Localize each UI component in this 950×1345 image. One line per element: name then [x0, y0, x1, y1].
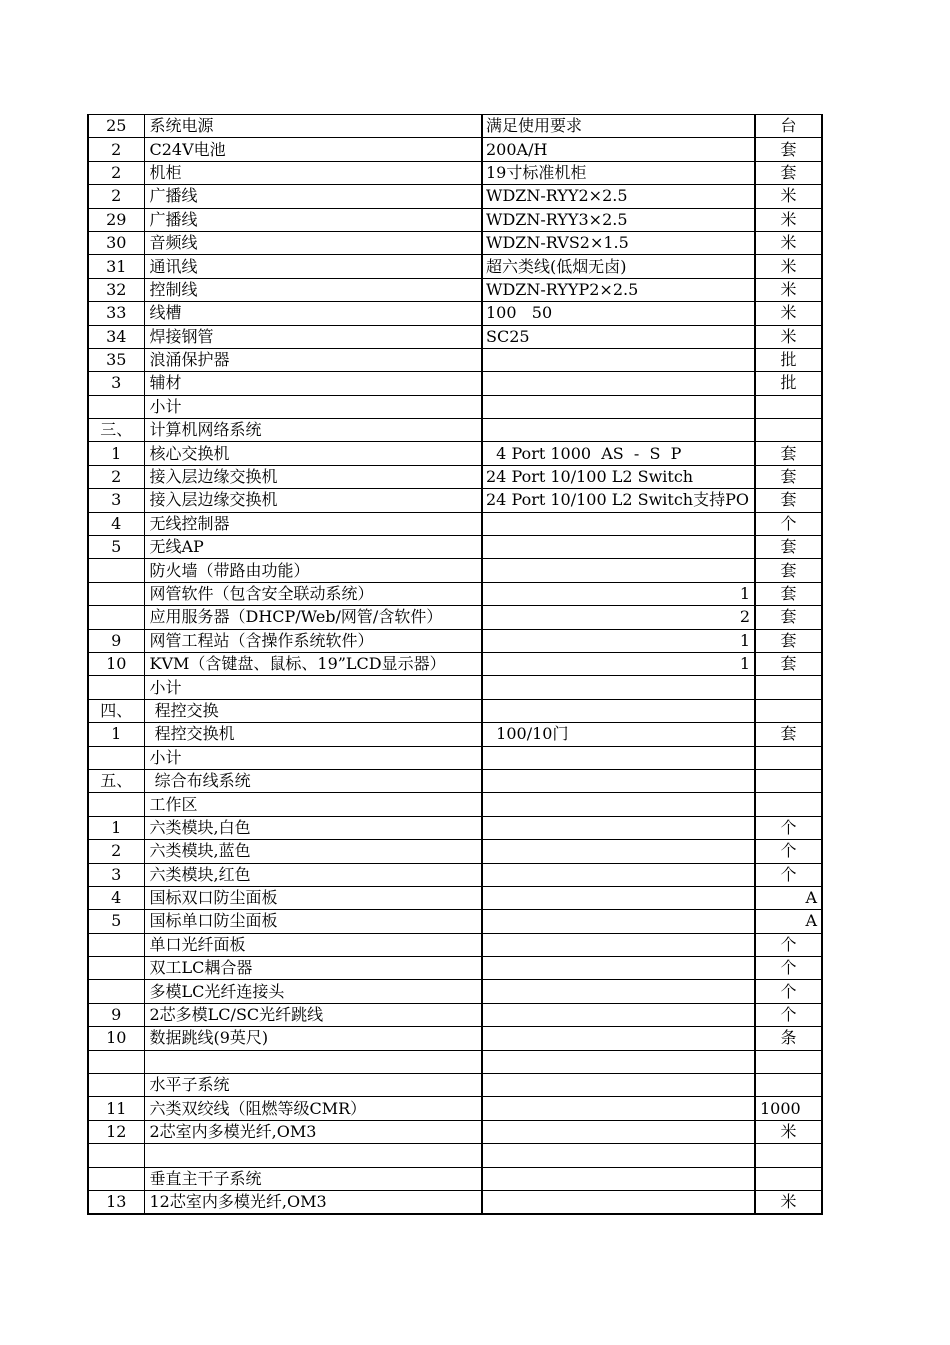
table-row	[88, 395, 822, 418]
item-unit-cell[interactable]: 套	[755, 559, 822, 582]
row-number-cell[interactable]	[88, 980, 144, 1003]
table-row	[88, 348, 822, 371]
row-number-cell[interactable]: 34	[88, 325, 144, 348]
row-number-cell[interactable]: 4	[88, 512, 144, 535]
item-unit-cell[interactable]: 米	[755, 185, 822, 208]
item-spec-cell[interactable]: WDZN-RVS2×1.5	[482, 231, 755, 254]
row-number-cell[interactable]: 33	[88, 302, 144, 325]
item-name-cell[interactable]: 程控交换机	[144, 723, 482, 746]
item-unit-cell[interactable]	[755, 1144, 822, 1167]
item-unit-cell[interactable]	[755, 1050, 822, 1073]
row-number-cell[interactable]: 25	[88, 115, 144, 138]
item-name-cell[interactable]: 计算机网络系统	[144, 419, 482, 442]
row-number-cell[interactable]	[88, 582, 144, 605]
item-spec-cell[interactable]	[482, 1144, 755, 1167]
item-spec-cell[interactable]: 200A/H	[482, 138, 755, 161]
item-unit-cell[interactable]: 米	[755, 208, 822, 231]
item-spec-cell[interactable]: WDZN-RYY3×2.5	[482, 208, 755, 231]
item-unit-cell[interactable]: 米	[755, 231, 822, 254]
item-unit-cell[interactable]: 套	[755, 652, 822, 675]
row-number-cell[interactable]: 29	[88, 208, 144, 231]
table-row	[88, 536, 822, 559]
row-number-cell[interactable]: 1	[88, 442, 144, 465]
table-row	[88, 652, 822, 675]
item-unit-cell[interactable]: 个	[755, 863, 822, 886]
table-row	[88, 231, 822, 254]
item-unit-cell[interactable]	[755, 746, 822, 769]
row-number-cell[interactable]: 3	[88, 372, 144, 395]
item-name-cell[interactable]: 线槽	[144, 302, 482, 325]
item-name-cell[interactable]: 无线控制器	[144, 512, 482, 535]
item-name-cell[interactable]: 小计	[144, 395, 482, 418]
item-name-cell[interactable]: 工作区	[144, 793, 482, 816]
item-unit-cell[interactable]: 个	[755, 957, 822, 980]
item-unit-cell[interactable]: 个	[755, 933, 822, 956]
row-number-cell[interactable]: 12	[88, 1120, 144, 1143]
table-row	[88, 325, 822, 348]
item-spec-cell[interactable]	[482, 886, 755, 909]
item-spec-cell[interactable]	[482, 372, 755, 395]
table-row	[88, 208, 822, 231]
row-number-cell[interactable]: 9	[88, 629, 144, 652]
row-number-cell[interactable]	[88, 1050, 144, 1073]
table-row	[88, 676, 822, 699]
item-spec-cell[interactable]	[482, 348, 755, 371]
item-spec-cell[interactable]: 2	[482, 606, 755, 629]
item-spec-cell[interactable]: 24 Port 10/100 L2 Switch支持PO	[482, 489, 755, 512]
item-name-cell[interactable]: 六类双绞线（阻燃等级CMR）	[144, 1097, 482, 1120]
item-unit-cell[interactable]	[755, 676, 822, 699]
item-name-cell[interactable]: 广播线	[144, 185, 482, 208]
item-name-cell[interactable]: 辅材	[144, 372, 482, 395]
item-unit-cell[interactable]: 个	[755, 840, 822, 863]
table-row	[88, 255, 822, 278]
item-unit-cell[interactable]	[755, 793, 822, 816]
row-number-cell[interactable]	[88, 746, 144, 769]
item-spec-cell[interactable]	[482, 1190, 755, 1214]
row-number-cell[interactable]: 32	[88, 278, 144, 301]
item-spec-cell[interactable]	[482, 816, 755, 839]
table-row	[88, 419, 822, 442]
item-unit-cell[interactable]: 台	[755, 115, 822, 138]
row-number-cell[interactable]: 11	[88, 1097, 144, 1120]
row-number-cell[interactable]	[88, 933, 144, 956]
row-number-cell[interactable]: 2	[88, 138, 144, 161]
table-row	[88, 1027, 822, 1050]
row-number-cell[interactable]: 1	[88, 723, 144, 746]
item-spec-cell[interactable]	[482, 769, 755, 792]
item-spec-cell[interactable]	[482, 980, 755, 1003]
item-name-cell[interactable]: 小计	[144, 746, 482, 769]
item-spec-cell[interactable]: 4 Port 1000 AS - S P	[482, 442, 755, 465]
item-unit-cell[interactable]: 套	[755, 536, 822, 559]
item-name-cell[interactable]: 数据跳线(9英尺)	[144, 1027, 482, 1050]
table-row	[88, 606, 822, 629]
row-number-cell[interactable]: 五、	[88, 769, 144, 792]
item-unit-cell[interactable]: A	[755, 886, 822, 909]
item-spec-cell[interactable]: 100 50	[482, 302, 755, 325]
item-name-cell[interactable]: 网管软件（包含安全联动系统）	[144, 582, 482, 605]
item-name-cell[interactable]: 无线AP	[144, 536, 482, 559]
item-name-cell[interactable]: C24V电池	[144, 138, 482, 161]
item-unit-cell[interactable]: 米	[755, 278, 822, 301]
row-number-cell[interactable]: 30	[88, 231, 144, 254]
item-unit-cell[interactable]	[755, 699, 822, 722]
item-unit-cell[interactable]: 米	[755, 1190, 822, 1214]
row-number-cell[interactable]	[88, 793, 144, 816]
table-row	[88, 302, 822, 325]
item-name-cell[interactable]: 程控交换	[144, 699, 482, 722]
table-row	[88, 863, 822, 886]
table-row	[88, 489, 822, 512]
table-row	[88, 629, 822, 652]
item-name-cell[interactable]: 控制线	[144, 278, 482, 301]
row-number-cell[interactable]: 10	[88, 1027, 144, 1050]
item-unit-cell[interactable]: 个	[755, 512, 822, 535]
table-row	[88, 1050, 822, 1073]
table-row	[88, 933, 822, 956]
item-spec-cell[interactable]	[482, 957, 755, 980]
item-spec-cell[interactable]	[482, 840, 755, 863]
item-name-cell[interactable]: 系统电源	[144, 115, 482, 138]
item-unit-cell[interactable]	[755, 769, 822, 792]
row-number-cell[interactable]: 5	[88, 910, 144, 933]
item-spec-cell[interactable]	[482, 1120, 755, 1143]
table-row	[88, 185, 822, 208]
item-name-cell[interactable]: 通讯线	[144, 255, 482, 278]
item-name-cell[interactable]: 六类模块,红色	[144, 863, 482, 886]
item-name-cell[interactable]: 国标双口防尘面板	[144, 886, 482, 909]
row-number-cell[interactable]: 31	[88, 255, 144, 278]
item-spec-cell[interactable]	[482, 676, 755, 699]
item-name-cell[interactable]	[144, 1050, 482, 1073]
table-row	[88, 1097, 822, 1120]
item-name-cell[interactable]: 广播线	[144, 208, 482, 231]
item-unit-cell[interactable]: 米	[755, 325, 822, 348]
table-row	[88, 910, 822, 933]
row-number-cell[interactable]: 四、	[88, 699, 144, 722]
row-number-cell[interactable]: 3	[88, 489, 144, 512]
table-row	[88, 886, 822, 909]
table-row	[88, 1074, 822, 1097]
row-number-cell[interactable]	[88, 1074, 144, 1097]
table-row	[88, 278, 822, 301]
item-spec-cell[interactable]	[482, 1003, 755, 1026]
item-unit-cell[interactable]: 批	[755, 372, 822, 395]
item-spec-cell[interactable]: WDZN-RYY2×2.5	[482, 185, 755, 208]
item-unit-cell[interactable]: 米	[755, 1120, 822, 1143]
item-spec-cell[interactable]: 24 Port 10/100 L2 Switch	[482, 465, 755, 488]
table-row	[88, 138, 822, 161]
item-spec-cell[interactable]	[482, 559, 755, 582]
item-spec-cell[interactable]	[482, 910, 755, 933]
item-unit-cell[interactable]	[755, 1167, 822, 1190]
item-unit-cell[interactable]: 批	[755, 348, 822, 371]
item-name-cell[interactable]: 核心交换机	[144, 442, 482, 465]
item-name-cell[interactable]: 六类模块,白色	[144, 816, 482, 839]
item-unit-cell[interactable]: 个	[755, 980, 822, 1003]
row-number-cell[interactable]	[88, 395, 144, 418]
item-unit-cell[interactable]: 个	[755, 1003, 822, 1026]
item-unit-cell[interactable]: 套	[755, 465, 822, 488]
item-name-cell[interactable]: 水平子系统	[144, 1074, 482, 1097]
item-unit-cell[interactable]: 套	[755, 723, 822, 746]
item-spec-cell[interactable]	[482, 395, 755, 418]
table-row	[88, 723, 822, 746]
table-row	[88, 559, 822, 582]
item-spec-cell[interactable]	[482, 1074, 755, 1097]
table-row	[88, 793, 822, 816]
item-name-cell[interactable]: 音频线	[144, 231, 482, 254]
item-spec-cell[interactable]: WDZN-RYYP2×2.5	[482, 278, 755, 301]
row-number-cell[interactable]	[88, 1167, 144, 1190]
item-spec-cell[interactable]: 1	[482, 629, 755, 652]
item-name-cell[interactable]: 浪涌保护器	[144, 348, 482, 371]
item-spec-cell[interactable]: 超六类线(低烟无卤)	[482, 255, 755, 278]
table-row	[88, 816, 822, 839]
item-name-cell[interactable]: 单口光纤面板	[144, 933, 482, 956]
table-row	[88, 840, 822, 863]
item-spec-cell[interactable]: SC25	[482, 325, 755, 348]
item-name-cell[interactable]: 焊接钢管	[144, 325, 482, 348]
row-number-cell[interactable]	[88, 559, 144, 582]
table-row	[88, 746, 822, 769]
row-number-cell[interactable]: 三、	[88, 419, 144, 442]
item-spec-cell[interactable]	[482, 1027, 755, 1050]
table-row	[88, 372, 822, 395]
table-row	[88, 1167, 822, 1190]
table-row	[88, 442, 822, 465]
item-name-cell[interactable]: 2芯多模LC/SC光纤跳线	[144, 1003, 482, 1026]
item-unit-cell[interactable]	[755, 1074, 822, 1097]
item-name-cell[interactable]: 12芯室内多模光纤,OM3	[144, 1190, 482, 1214]
item-unit-cell[interactable]: 套	[755, 138, 822, 161]
equipment-table-body	[88, 115, 822, 1214]
row-number-cell[interactable]: 35	[88, 348, 144, 371]
item-spec-cell[interactable]	[482, 1097, 755, 1120]
item-unit-cell[interactable]	[755, 419, 822, 442]
item-spec-cell[interactable]	[482, 863, 755, 886]
item-name-cell[interactable]: KVM（含键盘、鼠标、19”LCD显示器）	[144, 652, 482, 675]
item-unit-cell[interactable]: 1000	[755, 1097, 822, 1120]
item-unit-cell[interactable]: 套	[755, 606, 822, 629]
item-unit-cell[interactable]: 套	[755, 629, 822, 652]
table-row	[88, 1144, 822, 1167]
item-spec-cell[interactable]	[482, 419, 755, 442]
item-name-cell[interactable]: 网管工程站（含操作系统软件）	[144, 629, 482, 652]
item-spec-cell[interactable]	[482, 1167, 755, 1190]
item-name-cell[interactable]: 双工LC耦合器	[144, 957, 482, 980]
item-spec-cell[interactable]: 1	[482, 582, 755, 605]
row-number-cell[interactable]: 9	[88, 1003, 144, 1026]
item-name-cell[interactable]: 六类模块,蓝色	[144, 840, 482, 863]
item-unit-cell[interactable]: A	[755, 910, 822, 933]
item-unit-cell[interactable]: 条	[755, 1027, 822, 1050]
item-name-cell[interactable]: 接入层边缘交换机	[144, 465, 482, 488]
row-number-cell[interactable]: 2	[88, 465, 144, 488]
item-spec-cell[interactable]	[482, 933, 755, 956]
table-row	[88, 699, 822, 722]
item-unit-cell[interactable]: 个	[755, 816, 822, 839]
item-name-cell[interactable]	[144, 1144, 482, 1167]
item-spec-cell[interactable]: 19寸标准机柜	[482, 161, 755, 184]
item-spec-cell[interactable]: 1	[482, 652, 755, 675]
table-row	[88, 115, 822, 138]
item-unit-cell[interactable]: 套	[755, 161, 822, 184]
item-spec-cell[interactable]: 满足使用要求	[482, 115, 755, 138]
item-unit-cell[interactable]	[755, 395, 822, 418]
row-number-cell[interactable]	[88, 606, 144, 629]
item-spec-cell[interactable]	[482, 793, 755, 816]
item-name-cell[interactable]: 国标单口防尘面板	[144, 910, 482, 933]
table-row	[88, 1003, 822, 1026]
item-unit-cell[interactable]: 套	[755, 582, 822, 605]
table-row	[88, 1190, 822, 1214]
item-name-cell[interactable]: 接入层边缘交换机	[144, 489, 482, 512]
item-name-cell[interactable]: 综合布线系统	[144, 769, 482, 792]
item-spec-cell[interactable]	[482, 536, 755, 559]
table-row	[88, 980, 822, 1003]
item-name-cell[interactable]: 多模LC光纤连接头	[144, 980, 482, 1003]
equipment-table	[87, 114, 823, 1215]
table-row	[88, 512, 822, 535]
row-number-cell[interactable]: 13	[88, 1190, 144, 1214]
item-unit-cell[interactable]: 套	[755, 442, 822, 465]
table-row	[88, 957, 822, 980]
item-spec-cell[interactable]: 100/10门	[482, 723, 755, 746]
table-row	[88, 161, 822, 184]
row-number-cell[interactable]	[88, 957, 144, 980]
item-name-cell[interactable]: 防火墙（带路由功能）	[144, 559, 482, 582]
table-row	[88, 1120, 822, 1143]
item-unit-cell[interactable]: 米	[755, 302, 822, 325]
item-name-cell[interactable]: 垂直主干子系统	[144, 1167, 482, 1190]
item-spec-cell[interactable]	[482, 512, 755, 535]
table-row	[88, 465, 822, 488]
row-number-cell[interactable]	[88, 676, 144, 699]
row-number-cell[interactable]: 1	[88, 816, 144, 839]
row-number-cell[interactable]: 2	[88, 161, 144, 184]
row-number-cell[interactable]: 5	[88, 536, 144, 559]
row-number-cell[interactable]: 3	[88, 863, 144, 886]
item-spec-cell[interactable]	[482, 746, 755, 769]
row-number-cell[interactable]: 2	[88, 185, 144, 208]
item-name-cell[interactable]: 2芯室内多模光纤,OM3	[144, 1120, 482, 1143]
table-row	[88, 769, 822, 792]
table-row	[88, 582, 822, 605]
item-name-cell[interactable]: 机柜	[144, 161, 482, 184]
item-spec-cell[interactable]	[482, 699, 755, 722]
row-number-cell[interactable]: 10	[88, 652, 144, 675]
row-number-cell[interactable]: 4	[88, 886, 144, 909]
item-unit-cell[interactable]: 套	[755, 489, 822, 512]
row-number-cell[interactable]	[88, 1144, 144, 1167]
row-number-cell[interactable]: 2	[88, 840, 144, 863]
item-name-cell[interactable]: 应用服务器（DHCP/Web/网管/含软件）	[144, 606, 482, 629]
item-unit-cell[interactable]: 米	[755, 255, 822, 278]
item-spec-cell[interactable]	[482, 1050, 755, 1073]
item-name-cell[interactable]: 小计	[144, 676, 482, 699]
